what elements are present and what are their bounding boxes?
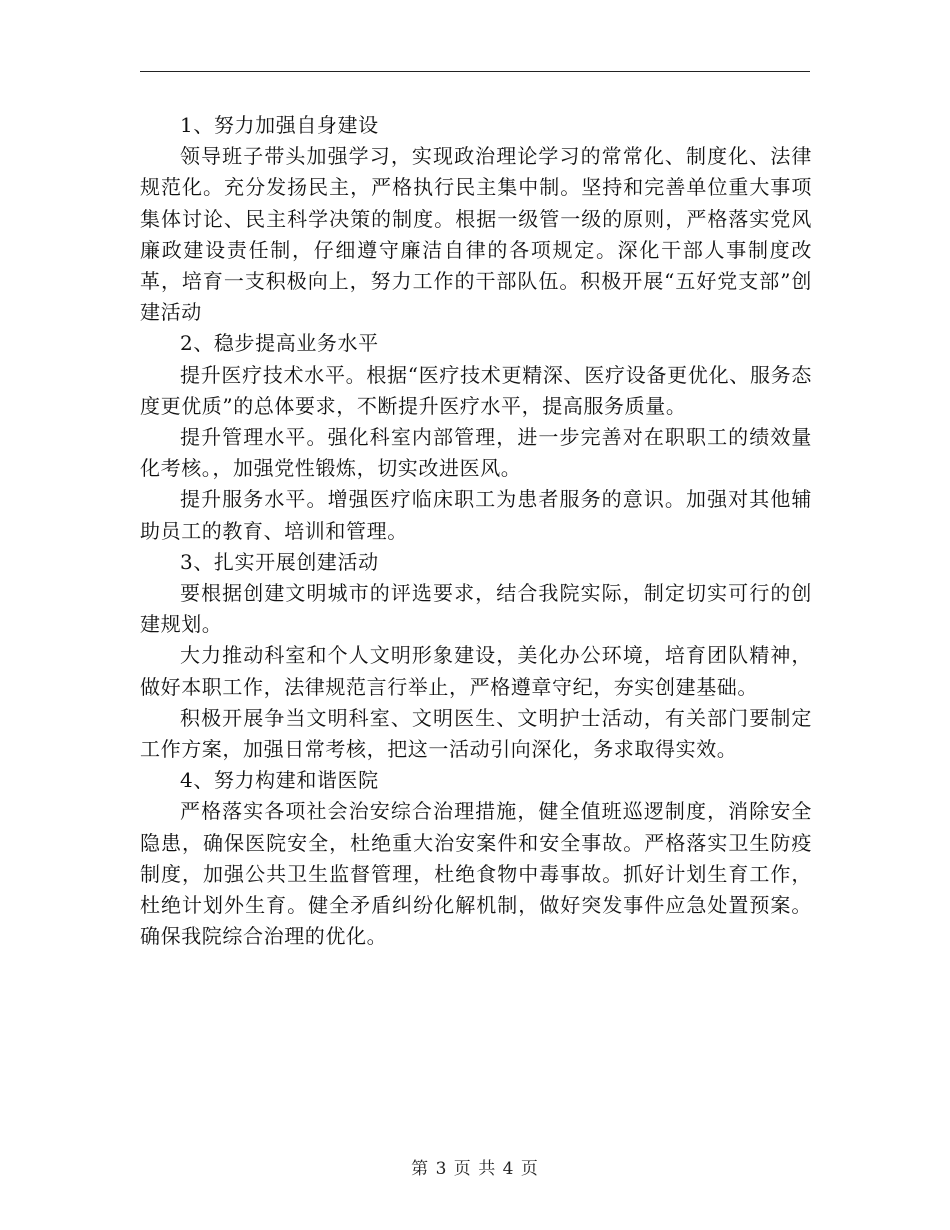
paragraph: 严格落实各项社会治安综合治理措施，健全值班巡逻制度，消除安全隐患，确保医院安全，杜绝重大治安案件和安全事故。严格落实卫生防疫制度，加强公共卫生监督管理，杜绝食物中毒事故。抓好计划生育工作，杜绝计划外生育。健全矛盾纠纷化解机制，做好突发事件应急处置预案。确保我院综合治理的优化。 bbox=[140, 799, 812, 949]
paragraph: 领导班子带头加强学习，实现政治理论学习的常常化、制度化、法律规范化。充分发扬民主，严格执行民主集中制。坚持和完善单位重大事项集体讨论、民主科学决策的制度。根据一级管一级的原则，严格落实党风廉政建设责任制，仔细遵守廉洁自律的各项规定。深化干部人事制度改革，培育一支积极向上，努力工作的干部队伍。积极开展“五好党支部”创建活动 bbox=[140, 144, 812, 325]
paragraph: 要根据创建文明城市的评选要求，结合我院实际，制定切实可行的创建规划。 bbox=[140, 581, 812, 637]
paragraph: 大力推动科室和个人文明形象建设，美化办公环境，培育团队精神，做好本职工作，法律规范言行举止，严格遵章守纪，夯实创建基础。 bbox=[140, 643, 812, 699]
section-heading-1: 1、努力加强自身建设 bbox=[180, 113, 379, 137]
section-heading-2: 2、稳步提高业务水平 bbox=[180, 331, 379, 356]
page-number: 第 3 页 共 4 页 bbox=[411, 1159, 539, 1179]
section-heading-4: 4、努力构建和谐医院 bbox=[180, 768, 379, 793]
paragraph: 提升医疗技术水平。根据“医疗技术更精深、医疗设备更优化、服务态度更优质”的总体要求，不断提升医疗水平，提高服务质量。 bbox=[140, 362, 812, 418]
document-body bbox=[140, 110, 812, 952]
paragraph: 积极开展争当文明科室、文明医生、文明护士活动，有关部门要制定工作方案，加强日常考核，把这一活动引向深化，务求取得实效。 bbox=[140, 705, 812, 762]
header-rule bbox=[140, 71, 810, 72]
section-heading-3: 3、扎实开展创建活动 bbox=[180, 549, 379, 574]
paragraph: 提升管理水平。强化科室内部管理，进一步完善对在职职工的绩效量化考核。，加强党性锻炼，切实改进医风。 bbox=[140, 425, 812, 481]
paragraph: 提升服务水平。增强医疗临床职工为患者服务的意识。加强对其他辅助员工的教育、培训和管理。 bbox=[140, 487, 812, 543]
